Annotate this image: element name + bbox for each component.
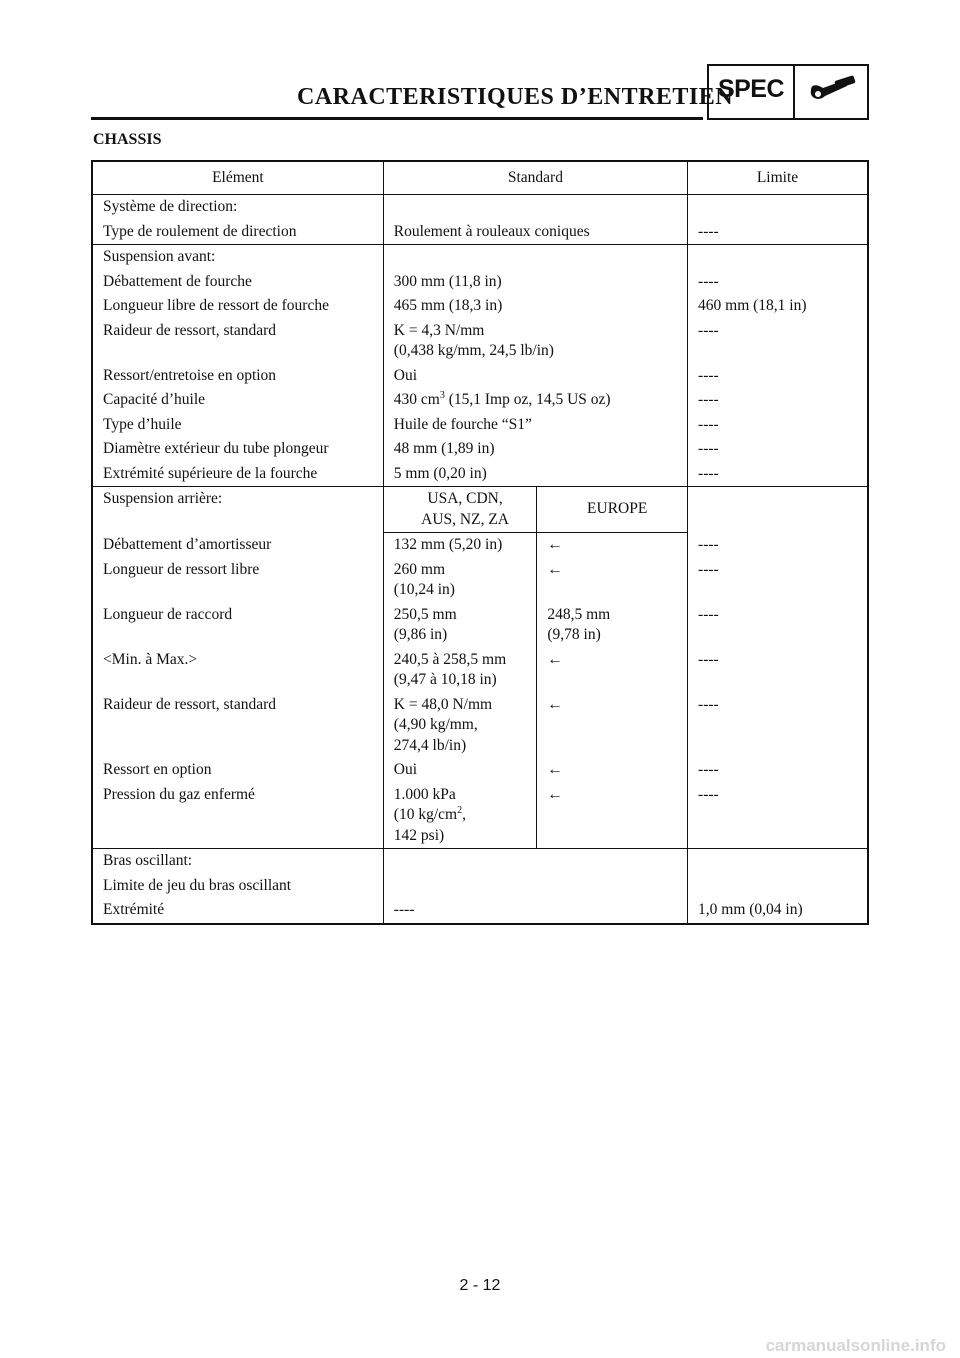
row-standard: 465 mm (18,3 in) (383, 294, 687, 319)
row-limit: 1,0 mm (0,04 in) (688, 898, 868, 924)
row-label: Type de roulement de direction (92, 220, 383, 245)
group-heading-steering: Système de direction: (92, 195, 383, 220)
value-line: 142 psi) (393, 826, 445, 844)
table-row (92, 388, 868, 413)
row-standard (383, 319, 687, 364)
value-line: 250,5 mm (393, 605, 457, 623)
row-standard: 5 mm (0,20 in) (383, 462, 687, 487)
table-row (92, 220, 868, 245)
row-limit: ---- (688, 364, 868, 389)
value-line: 274,4 lb/in) (393, 736, 467, 754)
standard-line: K = 4,3 N/mm (393, 321, 485, 339)
group-heading-swingarm: Bras oscillant: (92, 849, 383, 874)
row-value-europe: ← (537, 693, 688, 759)
superscript: 2 (457, 804, 463, 816)
row-value-europe: ← (537, 558, 688, 603)
group-heading-front-suspension: Suspension avant: (92, 245, 383, 270)
row-limit: ---- (688, 388, 868, 413)
value-line: (9,86 in) (393, 626, 448, 643)
row-limit: ---- (688, 319, 868, 364)
page-header-title: CARACTERISTIQUES D’ENTRETIEN (297, 84, 734, 110)
row-label: Type d’huile (92, 413, 383, 438)
table-row (92, 758, 868, 783)
row-limit: ---- (688, 413, 868, 438)
region-line: USA, CDN, (427, 490, 503, 507)
table-row (92, 849, 868, 874)
row-limit: ---- (688, 603, 868, 648)
spec-badge (707, 64, 869, 120)
table-row (92, 462, 868, 487)
value-line: 260 mm (393, 560, 446, 578)
table-row (92, 245, 868, 270)
row-limit: ---- (688, 533, 868, 558)
table-row (92, 603, 868, 648)
row-limit: ---- (688, 270, 868, 295)
row-label: Pression du gaz enfermé (92, 783, 383, 849)
row-value-usa (383, 558, 537, 603)
row-label: Limite de jeu du bras oscillant (92, 874, 383, 899)
row-limit: ---- (688, 648, 868, 693)
row-label: Débattement d’amortisseur (92, 533, 383, 558)
region-header-europe (537, 487, 688, 533)
row-value-europe: ← (537, 533, 688, 558)
row-limit: ---- (688, 220, 868, 245)
table-row (92, 874, 868, 899)
row-label: Capacité d’huile (92, 388, 383, 413)
table-row (92, 195, 868, 220)
row-standard: Oui (383, 364, 687, 389)
value-text: (10 kg/cm (393, 806, 458, 823)
value-line (394, 805, 537, 826)
table-row (92, 364, 868, 389)
value-line: 248,5 mm (547, 605, 611, 623)
table-row (92, 487, 868, 533)
row-limit: ---- (688, 758, 868, 783)
row-value-europe (537, 603, 688, 648)
row-label: Ressort/entretoise en option (92, 364, 383, 389)
row-limit: ---- (688, 437, 868, 462)
row-label: Longueur libre de ressort de fourche (92, 294, 383, 319)
row-value-europe: ← (537, 758, 688, 783)
column-header-standard: Standard (383, 161, 687, 195)
row-value-usa: Oui (383, 758, 537, 783)
table-row (92, 783, 868, 849)
row-limit: ---- (688, 558, 868, 603)
value-line: 240,5 à 258,5 mm (393, 650, 507, 668)
value-text: , (462, 806, 466, 823)
standard-line: (0,438 kg/mm, 24,5 lb/in) (393, 342, 554, 359)
row-value-usa: 132 mm (5,20 in) (383, 533, 537, 558)
row-value-usa (383, 603, 537, 648)
row-standard: 300 mm (11,8 in) (383, 270, 687, 295)
table-row (92, 437, 868, 462)
row-value-usa (383, 783, 537, 849)
table-row (92, 533, 868, 558)
table-header-row (92, 161, 868, 195)
row-label: Raideur de ressort, standard (92, 693, 383, 759)
row-standard: Roulement à rouleaux coniques (383, 220, 687, 245)
row-limit: ---- (688, 462, 868, 487)
standard-text: (15,1 Imp oz, 14,5 US oz) (444, 391, 611, 408)
column-header-element: Elément (92, 161, 383, 195)
row-label: Longueur de raccord (92, 603, 383, 648)
row-value-europe: ← (537, 783, 688, 849)
table-row (92, 319, 868, 364)
region-line: AUS, NZ, ZA (421, 510, 509, 528)
row-label: Raideur de ressort, standard (92, 319, 383, 364)
row-label: Débattement de fourche (92, 270, 383, 295)
value-line: (10,24 in) (393, 581, 455, 598)
table-row (92, 898, 868, 924)
value-line: (4,90 kg/mm, (393, 716, 478, 733)
row-limit: ---- (688, 693, 868, 759)
table-row (92, 413, 868, 438)
row-value-usa (383, 648, 537, 693)
row-label: Ressort en option (92, 758, 383, 783)
row-label: Longueur de ressort libre (92, 558, 383, 603)
watermark: carmanualsonline.info (765, 1336, 946, 1355)
row-standard (383, 388, 687, 413)
value-line: K = 48,0 N/mm (393, 695, 493, 713)
table-row (92, 558, 868, 603)
row-limit: ---- (688, 783, 868, 849)
row-label: Extrémité (92, 898, 383, 924)
value-line: 1.000 kPa (393, 785, 456, 803)
row-label: <Min. à Max.> (92, 648, 383, 693)
row-standard: Huile de fourche “S1” (383, 413, 687, 438)
table-row (92, 270, 868, 295)
row-value-europe: ← (537, 648, 688, 693)
region-header-usa (383, 487, 537, 533)
group-heading-rear-suspension: Suspension arrière: (92, 487, 383, 533)
column-header-limit: Limite (688, 161, 868, 195)
row-label: Diamètre extérieur du tube plongeur (92, 437, 383, 462)
wrench-icon (795, 66, 867, 118)
value-line: (9,47 à 10,18 in) (393, 671, 497, 688)
table-row (92, 294, 868, 319)
row-standard: ---- (383, 898, 687, 924)
table-row (92, 693, 868, 759)
row-standard: 48 mm (1,89 in) (383, 437, 687, 462)
header-rule (91, 117, 703, 120)
row-limit: 460 mm (18,1 in) (688, 294, 868, 319)
table-row (92, 648, 868, 693)
chassis-spec-table (91, 160, 869, 925)
standard-text: 430 cm (393, 391, 440, 408)
section-title: CHASSIS (93, 131, 162, 148)
row-label: Extrémité supérieure de la fourche (92, 462, 383, 487)
spec-label: SPEC (709, 66, 795, 118)
superscript: 3 (439, 389, 445, 401)
value-line: (9,78 in) (547, 626, 601, 643)
page-number: 2 - 12 (459, 1277, 501, 1294)
row-value-usa (383, 693, 537, 759)
region-line: EUROPE (587, 500, 648, 517)
